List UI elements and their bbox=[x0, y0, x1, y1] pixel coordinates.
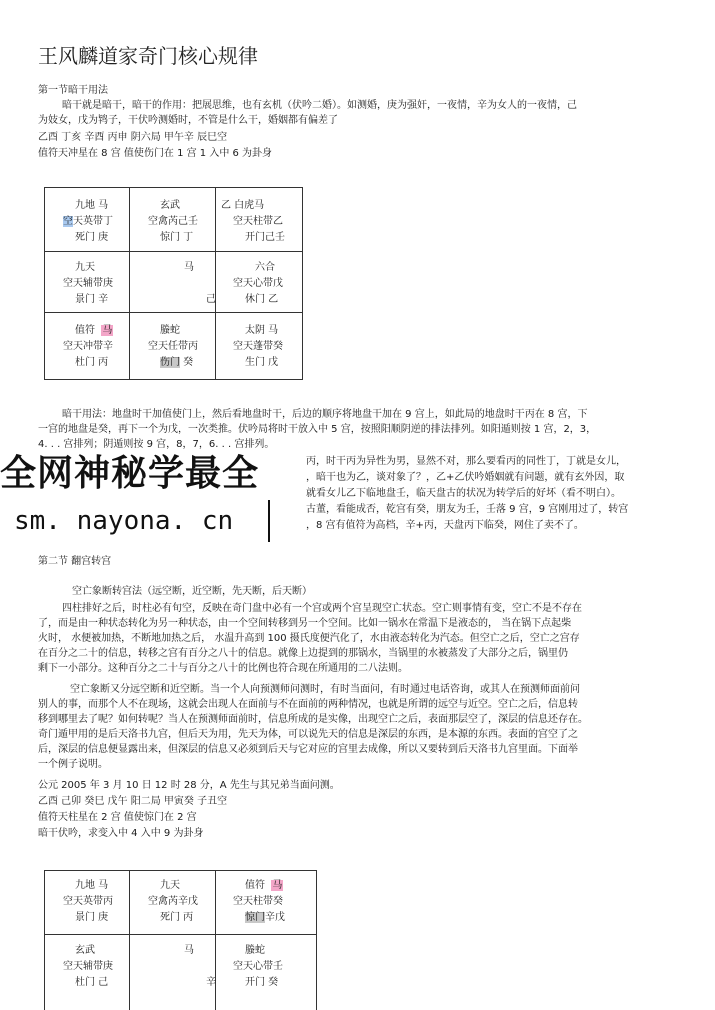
palace-cell bbox=[63, 943, 113, 991]
qimen-chart bbox=[44, 870, 317, 1010]
palace-star: 空禽芮辛戊 bbox=[148, 896, 198, 907]
info-line: 值符天柱星在 2 宫 值使惊门在 2 宫 bbox=[38, 812, 197, 823]
palace-door: 杜门 丙 bbox=[75, 357, 109, 368]
palace-star: 空天任带丙 bbox=[148, 341, 198, 352]
palace-star bbox=[148, 959, 216, 975]
palace-cell bbox=[148, 943, 216, 991]
palace-cell bbox=[148, 260, 216, 308]
paragraph-line: 别人的事，而那个人不在现场，这就会出现人在面前与不在面前的两种情况，也就是所谓的远空与近空。空亡之后，信息转 bbox=[38, 699, 578, 710]
palace-cell bbox=[63, 260, 113, 308]
palace-door: 惊门 丁 bbox=[160, 232, 194, 243]
page-title: 王风麟道家奇门核心规律 bbox=[38, 44, 258, 68]
info-line: 乙酉 己卯 癸巳 戊午 阳二局 甲寅癸 子丑空 bbox=[38, 796, 228, 807]
door-highlight: 惊门 bbox=[245, 912, 265, 923]
palace-god: 六合 bbox=[255, 262, 275, 273]
palace-star: 空天蓬带癸 bbox=[233, 341, 283, 352]
paragraph-line: 为妓女，戊为鸨子，干伏吟测婚时，不管是什么干，婚姻都有偏差了 bbox=[38, 115, 338, 126]
palace-cell bbox=[221, 198, 285, 246]
horse-mark: 马 bbox=[272, 880, 283, 891]
palace-door: 生门 戊 bbox=[245, 357, 279, 368]
paragraph-line: 剩下一小部分。这种百分之二十与百分之八十的比例也符合现在所通用的二八法则。 bbox=[38, 663, 408, 674]
paragraph-line: 古董，看能成否，乾宫有癸，朋友为壬，壬落 9 宫，9 宫刚用过了，转宫 bbox=[306, 504, 629, 515]
palace-star: 空天柱带癸 bbox=[233, 896, 283, 907]
palace-door: 景门 辛 bbox=[75, 294, 109, 305]
door-highlight: 伤门 bbox=[160, 357, 180, 368]
palace-star: 空天辅带庚 bbox=[63, 961, 113, 972]
palace-door: 开门己壬 bbox=[245, 232, 285, 243]
palace-door: 死门 庚 bbox=[75, 232, 109, 243]
palace-god: 乙 白虎马 bbox=[221, 200, 265, 211]
paragraph-line: 就看女儿乙下临地盘壬，临天盘古的状况为转学后的好坏（看不明白）。 bbox=[306, 488, 621, 499]
palace-door: 辛 bbox=[206, 977, 216, 988]
palace-god: 玄武 bbox=[160, 200, 180, 211]
paragraph-line: 奇门遁甲用的是后天洛书九宫，但后天为用，先天为体，可以说先天的信息是深层的东西，是本源的东西。表面的宫空了之 bbox=[38, 729, 578, 740]
palace-star: 空天心带壬 bbox=[233, 961, 283, 972]
subheading: 空亡象断转宫法（远空断，近空断，先天断，后天断） bbox=[72, 586, 312, 597]
palace-cell bbox=[233, 260, 283, 308]
paragraph-line: 火时， 水便被加热，不断地加热之后， 水温升高到 100 摄氏度便汽化了，水由液态转化为汽态。但空亡之后，空亡之宫存 bbox=[38, 633, 580, 644]
empty-mark: 空 bbox=[63, 216, 73, 227]
palace-star bbox=[148, 276, 216, 292]
palace-star: 空天柱带乙 bbox=[233, 216, 283, 227]
paragraph-line: ，8 宫有值符为高档，辛+丙，天盘丙下临癸，网住了卖不了。 bbox=[306, 520, 584, 531]
info-line: 值符天冲星在 8 宫 值使伤门在 1 宫 1 入中 6 为卦身 bbox=[38, 148, 273, 159]
palace-star: 空天心带戊 bbox=[233, 278, 283, 289]
paragraph-line: 一宫的地盘是癸，再下一个为戊，一次类推。伏吟局将时干放入中 5 宫，按照阳顺阴逆的排法排列。如阳遁则按 1 宫，2，3， bbox=[38, 424, 597, 435]
paragraph-line: 空亡象断又分远空断和近空断。当一个人向预测师问测时，有时当面问，有时通过电话咨询，或其人在预测师面前问 bbox=[70, 684, 580, 695]
qimen-chart bbox=[44, 187, 303, 380]
palace-god: 玄武 bbox=[75, 945, 95, 956]
palace-god: 九天 bbox=[160, 880, 180, 891]
palace-star: 空天英带丁 bbox=[63, 216, 113, 227]
palace-door: 己 bbox=[206, 294, 216, 305]
paragraph-line: 移到哪里去了呢？如何转呢？当人在预测师面前时，信息所成的是实像，出现空亡之后，表面那层空了，深层的信息还存在。 bbox=[38, 714, 588, 725]
horse-mark: 马 bbox=[102, 325, 113, 336]
palace-cell bbox=[148, 323, 198, 371]
palace-cell bbox=[233, 943, 283, 991]
palace-god: 螣蛇 bbox=[160, 325, 180, 336]
paragraph-line: 四柱排好之后，时柱必有旬空，反映在奇门盘中必有一个宫或两个宫呈现空亡状态。空亡则事情有变，空亡不是不存在 bbox=[62, 603, 582, 614]
palace-god: 值符 马 bbox=[245, 880, 283, 891]
palace-door: 休门 乙 bbox=[245, 294, 279, 305]
text-cursor bbox=[268, 500, 270, 542]
palace-cell bbox=[233, 878, 285, 926]
palace-cell bbox=[148, 198, 198, 246]
palace-cell bbox=[63, 878, 113, 926]
palace-door: 杜门 己 bbox=[75, 977, 109, 988]
palace-door: 伤门 癸 bbox=[160, 357, 194, 368]
palace-star: 空天辅带庚 bbox=[63, 278, 113, 289]
palace-cell bbox=[63, 198, 113, 246]
palace-cell bbox=[63, 323, 113, 371]
paragraph-line: 暗干就是暗干，暗干的作用：把展思维，也有玄机（伏吟二婚）。如测婚，庚为强奸，一夜情，辛为女人的一夜情，己 bbox=[62, 100, 577, 111]
palace-god: 马 bbox=[184, 945, 194, 956]
palace-god: 九地 马 bbox=[75, 880, 109, 891]
palace-god: 九天 bbox=[75, 262, 95, 273]
palace-god: 马 bbox=[184, 262, 194, 273]
paragraph-line: 后，深层的信息便显露出来，但深层的信息又必须到后天与它对应的宫里去成像，所以又要转到后天洛书九宫里面。下面举 bbox=[38, 744, 578, 755]
info-line: 乙酉 丁亥 辛酉 丙申 阴六局 甲午辛 辰巳空 bbox=[38, 132, 228, 143]
palace-star: 空禽芮己壬 bbox=[148, 216, 198, 227]
watermark-url: sm. nayona. cn bbox=[14, 506, 234, 536]
paragraph-line: 一个例子说明。 bbox=[38, 759, 108, 770]
watermark-text: 全网神秘学最全 bbox=[0, 453, 260, 494]
paragraph-line: 在百分之二十的信息，转移之宫有百分之八十的信息。就像上边提到的那锅水，当锅里的水被蒸发了大部分之后，锅里仍 bbox=[38, 648, 568, 659]
palace-door: 惊门辛戊 bbox=[245, 912, 285, 923]
palace-god: 太阴 马 bbox=[245, 325, 279, 336]
paragraph-line: 暗干用法：地盘时干加值使门上，然后看地盘时干，后边的顺序将地盘干加在 9 宫上，如此局的地盘时干丙在 8 宫，下 bbox=[62, 409, 588, 420]
section-heading: 第一节暗干用法 bbox=[38, 85, 108, 96]
palace-god: 螣蛇 bbox=[245, 945, 265, 956]
palace-cell bbox=[233, 323, 283, 371]
info-line: 暗干伏吟，求变入中 4 入中 9 为卦身 bbox=[38, 828, 204, 839]
palace-star: 空天冲带辛 bbox=[63, 341, 113, 352]
palace-door: 景门 庚 bbox=[75, 912, 109, 923]
paragraph-line: 丙，时干丙为异性为男，显然不对，那么要看丙的同性丁，丁就是女儿， bbox=[306, 456, 626, 467]
palace-god: 九地 马 bbox=[75, 200, 109, 211]
info-line: 公元 2005 年 3 月 10 日 12 时 28 分，A 先生与其兄弟当面问测。 bbox=[38, 780, 340, 791]
palace-door: 开门 癸 bbox=[245, 977, 279, 988]
paragraph-line: 了，而是由一种状态转化为另一种状态，由一个空间转移到另一个空间。比如一锅水在常温下是液态的， 当在锅下点起柴 bbox=[38, 618, 572, 629]
paragraph-line: ，暗干也为乙，谈对象了？，乙+乙伏吟婚姻就有问题，就有玄外因，取 bbox=[306, 472, 625, 483]
palace-god: 值符 马 bbox=[75, 325, 113, 336]
section-heading: 第二节 翻宫转宫 bbox=[38, 556, 112, 567]
palace-star: 空天英带丙 bbox=[63, 896, 113, 907]
palace-door: 死门 丙 bbox=[160, 912, 194, 923]
palace-cell bbox=[148, 878, 198, 926]
paragraph-line: 4. . . 宫排列；阴遁则按 9 宫，8，7，6. . . 宫排列。 bbox=[38, 439, 275, 450]
